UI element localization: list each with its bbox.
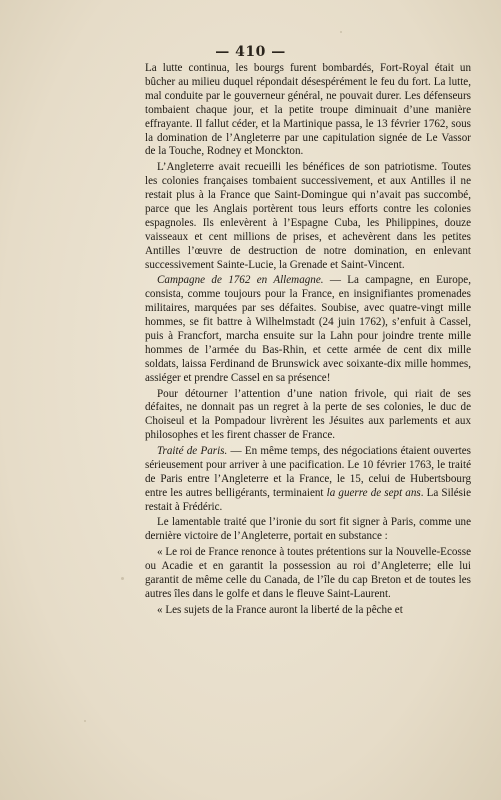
paragraph-text: — La campagne, en Europe, consista, comme toujours pour la France, en insignifiantes promenades militaires, marquées par ses défaites. Soubise, avec quatre-vingt mille hommes, se fit battre à Wilhelmstadt (24 juin 1762), s’enfuit à Cassel, puis à Francfort, marcha ensuite sur la Lahn pour joindre trente mille hommes de l’armée du Bas-Rhin, et cette armée de cent dix mille soldats, laissa Ferdinand de Brunswick avec soixante-dix mille hommes, assiéger et prendre Cassel en sa présence! <box>145 274 471 384</box>
paragraph-campagne-1762 <box>145 274 471 385</box>
paragraph-traite-substance: Le lamentable traité que l’ironie du sort fit signer à Paris, comme une dernière victoire de l’Angleterre, portait en substance : <box>145 516 471 543</box>
italic-phrase: la guerre de sept ans <box>326 486 421 499</box>
paragraph-angleterre: L’Angleterre avait recueilli les bénéfices de son patriotisme. Toutes les colonies françaises tombaient successivement, et aux Antilles il ne restait plus à la France que Saint-Domingue qui n’avait pas succombé, parce que les Anglais portèrent tous leurs efforts contre les colonies espagnoles. Ils enlevèrent à l’Espagne Cuba, les Philippines, douze vaisseaux et cent millions de prises, et achevèrent dans les petites Antilles l’œuvre de destruction de notre domination, en enlevant successivement Sainte-Lucie, la Grenade et Saint-Vincent. <box>145 161 471 271</box>
paragraph-quote-roi: « Le roi de France renonce à toutes prétentions sur la Nouvelle-Ecosse ou Acadie et en garantit la possession au roi d’Angleterre; elle lui garantit de même celle du Canada, de l’île du cap Breton et de toutes les autres îles dans le golfe et dans le fleuve Saint-Laurent. <box>145 546 471 600</box>
section-heading-campagne: Campagne de 1762 en Allemagne. <box>157 274 324 287</box>
paragraph-martinique: La lutte continua, les bourgs furent bombardés, Fort-Royal était un bûcher au milieu duquel répondait désespérément le feu du fort. La lutte, mal conduite par le gouverneur général, ne pouvait durer. Les défenseurs tombaient chaque jour, et la petite troupe diminuait d’une manière effrayante. Il fallut céder, et la Martinique passa, le 13 février 1762, sous la domination de l’Angleterre par une capitulation signée de Le Vassor de la Touche, Rodney et Monckton. <box>145 62 471 158</box>
paragraph-quote-peche: « Les sujets de la France auront la liberté de la pêche et <box>157 603 403 616</box>
paragraph-jesuites: Pour détourner l’attention d’une nation frivole, qui riait de ses défaites, ne donnait pas un regret à la perte de ses colonies, le duc de Choiseul et la Pompadour livrèrent les Jésuites aux parlements et aux philosophes et les firent chasser de France. <box>145 387 471 442</box>
paragraph-text: . La Silésie restait à Frédéric. <box>145 486 472 513</box>
section-heading-traite: Traité de Paris. <box>157 445 228 458</box>
paragraph-traite-paris <box>145 445 471 515</box>
page-number: — 410 — <box>215 44 286 60</box>
body-text <box>145 62 471 619</box>
paper-speck <box>121 577 124 580</box>
paper-speck <box>340 31 342 33</box>
paragraph-text: — En même temps, des négociations étaient ouvertes sérieusement pour arriver à une pacification. Le 10 février 1763, le traité de Paris entre l’Angleterre et la France, le 15, celui de Hubertsbourg entre les autres belligérants, terminaient <box>145 445 471 499</box>
paper-speck <box>84 720 86 722</box>
